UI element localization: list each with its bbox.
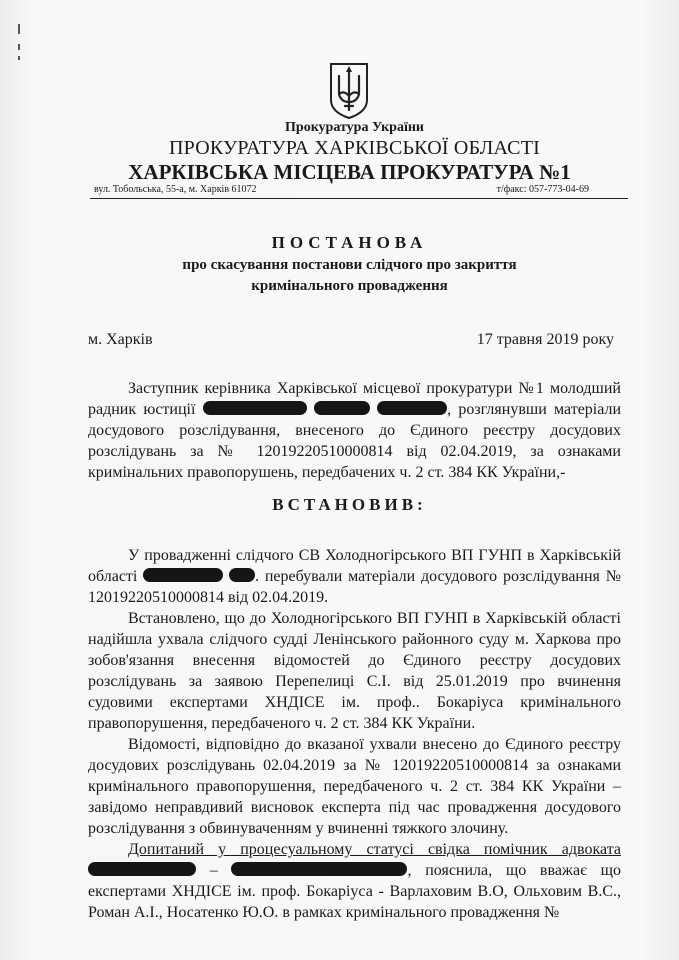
document-subtitle: [0, 255, 679, 297]
redaction-block: [88, 862, 196, 876]
document-title: ПОСТАНОВА: [271, 233, 428, 252]
redaction-block: [314, 401, 370, 415]
header-phone: т/факс: 057-773-04-69: [496, 184, 589, 195]
scan-mark: [18, 24, 20, 34]
header-ministry: Прокуратура України: [285, 120, 424, 135]
section-heading: ВСТАНОВИВ:: [272, 495, 427, 514]
header-local-office: ХАРКІВСЬКА МІСЦЕВА ПРОКУРАТУРА №1: [128, 160, 571, 184]
subtitle-line: про скасування постанови слідчого про закриття: [182, 257, 517, 273]
intro-text-part: Заступник керівника Харківської місцевої прокуратури №1 молодший радник юстиції: [88, 380, 621, 418]
paragraph-text: . перебували матеріали досудового розслідування № 12019220510000814 від 02.04.2019.: [88, 568, 621, 606]
paragraph-text: Допитаний у процесуальному статусі свідка помічник адвоката: [128, 841, 621, 858]
redaction-block: [229, 568, 255, 582]
header-address: вул. Тобольська, 55-а, м. Харків 61072: [94, 184, 257, 195]
paragraph: [88, 545, 621, 608]
header-regional-office: ПРОКУРАТУРА ХАРКІВСЬКОЇ ОБЛАСТІ: [169, 137, 540, 159]
intro-paragraph: [88, 378, 621, 483]
scan-mark: [18, 44, 20, 50]
intro-text-part: , розглянувши матеріали досудового розслідування, внесеного до Єдиного реєстру досудових розслідувань за № 12019220510000814 від 02.04.2019, за ознаками кримінальних правопорушень, передбачених ч. 2 ст. 384 КК України,-: [88, 401, 622, 481]
redaction-block: [377, 401, 447, 415]
redaction-block: [203, 401, 307, 415]
header-divider: [90, 198, 628, 199]
redaction-block: [143, 568, 223, 582]
paragraph: Відомості, відповідно до вказаної ухвали внесено до Єдиного реєстру досудових розслідувань 02.04.2019 за № 12019220510000814 за ознаками кримінального правопорушення, передбаченого ч. 2 ст. 384 КК України – завідомо неправдивий висновок експерта під час провадження досудового розслідування з обвинуваченням у вчиненні тяжкого злочину.: [88, 736, 621, 837]
subtitle-line: кримінального провадження: [251, 278, 448, 294]
paragraph: [88, 839, 621, 923]
findings-section: [88, 545, 621, 923]
paragraph-text: –: [196, 862, 232, 879]
redaction-block: [231, 862, 407, 876]
scan-mark: [18, 56, 20, 60]
paragraph: Встановлено, що до Холодногірського ВП ГУНП в Харківській області надійшла ухвала слідчого судді Ленінського районного суду м. Харкова про зобов'язання внесення відомостей до Єдиного реєстру досудових розслідувань за заявою Перепелиці С.І. від 25.01.2019 про вчинення судовими експертами ХНДІСЕ ім. проф.. Бокаріуса кримінального правопорушення, передбаченого ч. 2 ст. 384 КК України.: [88, 610, 621, 732]
trident-emblem-icon: [327, 60, 371, 120]
document-city: м. Харків: [88, 331, 153, 348]
paragraph-text: , пояснила, що вважає що експертами ХНДІСЕ ім. проф. Бокаріуса - Варлаховим В.О, Ольховим В.С., Роман А.І., Носатенко Ю.О. в рамках кримінального провадження №: [88, 862, 621, 921]
paragraph-text: У провадженні слідчого СВ Холодногірського ВП ГУНП в Харківській області: [88, 547, 621, 585]
document-date: 17 травня 2019 року: [476, 331, 614, 348]
